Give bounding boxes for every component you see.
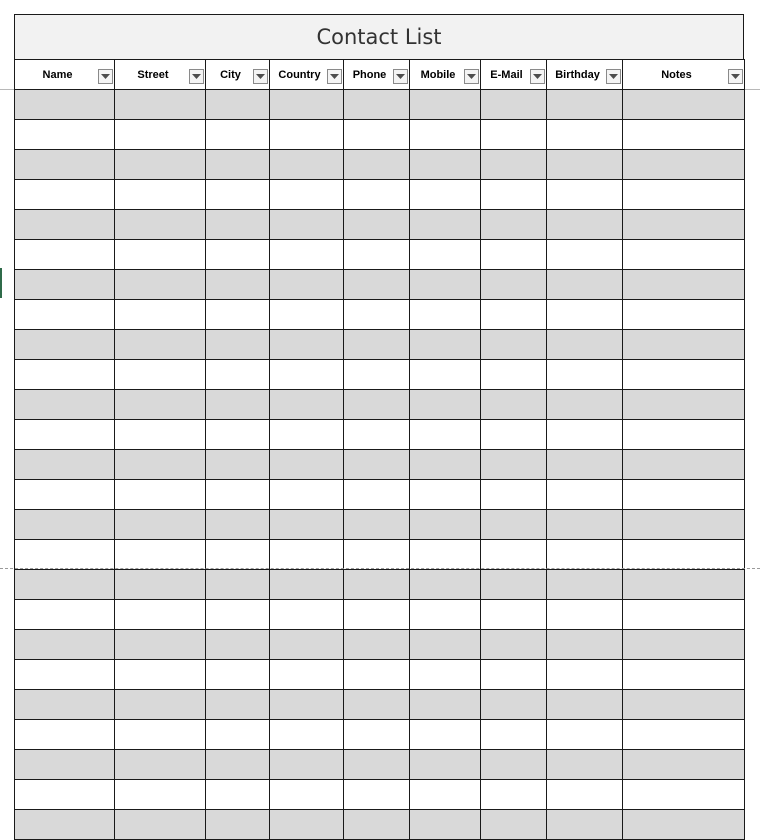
cell-phone[interactable] [344, 480, 410, 510]
cell-street[interactable] [115, 270, 206, 300]
cell-birthday[interactable] [547, 540, 623, 570]
cell-birthday[interactable] [547, 150, 623, 180]
cell-city[interactable] [206, 120, 270, 150]
cell-email[interactable] [481, 630, 547, 660]
table-row [15, 630, 745, 660]
filter-dropdown-button[interactable] [530, 69, 545, 84]
cell-country[interactable] [270, 630, 344, 660]
cell-name[interactable] [15, 690, 115, 720]
column-header-label: Notes [661, 68, 692, 81]
table-row [15, 180, 745, 210]
cell-notes[interactable] [623, 630, 745, 660]
cell-city[interactable] [206, 420, 270, 450]
column-header-label: Name [42, 68, 73, 81]
table-body [15, 90, 745, 840]
table-row [15, 240, 745, 270]
dropdown-arrow-icon [256, 74, 265, 80]
cell-name[interactable] [15, 420, 115, 450]
cell-phone[interactable] [344, 180, 410, 210]
table-row [15, 810, 745, 840]
cell-email[interactable] [481, 540, 547, 570]
cell-city[interactable] [206, 810, 270, 840]
table-row [15, 480, 745, 510]
cell-mobile[interactable] [410, 90, 481, 120]
cell-phone[interactable] [344, 540, 410, 570]
dropdown-arrow-icon [467, 74, 476, 80]
cell-city[interactable] [206, 90, 270, 120]
cell-mobile[interactable] [410, 180, 481, 210]
table-row [15, 150, 745, 180]
cell-phone[interactable] [344, 150, 410, 180]
cell-email[interactable] [481, 450, 547, 480]
cell-notes[interactable] [623, 240, 745, 270]
cell-email[interactable] [481, 300, 547, 330]
cell-birthday[interactable] [547, 450, 623, 480]
cell-street[interactable] [115, 690, 206, 720]
table-row [15, 210, 745, 240]
table-row [15, 600, 745, 630]
cell-birthday[interactable] [547, 570, 623, 600]
cell-street[interactable] [115, 630, 206, 660]
cell-email[interactable] [481, 210, 547, 240]
cell-street[interactable] [115, 300, 206, 330]
cell-street[interactable] [115, 780, 206, 810]
cell-mobile[interactable] [410, 540, 481, 570]
table-row [15, 270, 745, 300]
cell-phone[interactable] [344, 600, 410, 630]
cell-birthday[interactable] [547, 330, 623, 360]
cell-street[interactable] [115, 210, 206, 240]
cell-notes[interactable] [623, 180, 745, 210]
cell-notes[interactable] [623, 510, 745, 540]
cell-notes[interactable] [623, 750, 745, 780]
cell-birthday[interactable] [547, 630, 623, 660]
cell-phone[interactable] [344, 630, 410, 660]
dropdown-arrow-icon [330, 74, 339, 80]
table-row [15, 750, 745, 780]
cell-name[interactable] [15, 330, 115, 360]
cell-city[interactable] [206, 660, 270, 690]
cell-mobile[interactable] [410, 420, 481, 450]
column-header-label: Country [278, 68, 321, 81]
cell-country[interactable] [270, 810, 344, 840]
cell-country[interactable] [270, 330, 344, 360]
column-header-label: Birthday [555, 68, 600, 81]
cell-notes[interactable] [623, 120, 745, 150]
cell-mobile[interactable] [410, 480, 481, 510]
cell-email[interactable] [481, 780, 547, 810]
cell-birthday[interactable] [547, 720, 623, 750]
cell-email[interactable] [481, 90, 547, 120]
cell-country[interactable] [270, 450, 344, 480]
filter-dropdown-button[interactable] [728, 69, 743, 84]
cell-city[interactable] [206, 390, 270, 420]
page-break-line [0, 89, 14, 90]
cell-phone[interactable] [344, 210, 410, 240]
cell-country[interactable] [270, 240, 344, 270]
table-row [15, 570, 745, 600]
cell-country[interactable] [270, 570, 344, 600]
cell-birthday[interactable] [547, 360, 623, 390]
cell-notes[interactable] [623, 720, 745, 750]
cell-birthday[interactable] [547, 270, 623, 300]
dropdown-arrow-icon [609, 74, 618, 80]
cell-email[interactable] [481, 240, 547, 270]
cell-mobile[interactable] [410, 270, 481, 300]
table-row [15, 420, 745, 450]
worksheet-edge-marker [0, 268, 2, 298]
cell-birthday[interactable] [547, 660, 623, 690]
cell-mobile[interactable] [410, 450, 481, 480]
cell-city[interactable] [206, 510, 270, 540]
cell-city[interactable] [206, 270, 270, 300]
cell-country[interactable] [270, 660, 344, 690]
cell-name[interactable] [15, 120, 115, 150]
column-header-city [206, 60, 270, 90]
cell-mobile[interactable] [410, 510, 481, 540]
table-row [15, 300, 745, 330]
cell-country[interactable] [270, 750, 344, 780]
cell-street[interactable] [115, 540, 206, 570]
column-header-notes [623, 60, 745, 90]
cell-street[interactable] [115, 150, 206, 180]
cell-notes[interactable] [623, 270, 745, 300]
sheet-title: Contact List [14, 14, 744, 59]
cell-mobile[interactable] [410, 600, 481, 630]
cell-name[interactable] [15, 780, 115, 810]
cell-city[interactable] [206, 690, 270, 720]
cell-phone[interactable] [344, 450, 410, 480]
cell-city[interactable] [206, 630, 270, 660]
cell-name[interactable] [15, 510, 115, 540]
cell-email[interactable] [481, 660, 547, 690]
cell-birthday[interactable] [547, 480, 623, 510]
cell-name[interactable] [15, 720, 115, 750]
cell-notes[interactable] [623, 690, 745, 720]
cell-city[interactable] [206, 750, 270, 780]
cell-birthday[interactable] [547, 180, 623, 210]
header-row [15, 60, 745, 90]
cell-name[interactable] [15, 300, 115, 330]
cell-street[interactable] [115, 720, 206, 750]
cell-street[interactable] [115, 600, 206, 630]
table-row [15, 360, 745, 390]
cell-email[interactable] [481, 510, 547, 540]
cell-name[interactable] [15, 630, 115, 660]
cell-email[interactable] [481, 120, 547, 150]
cell-city[interactable] [206, 720, 270, 750]
filter-dropdown-button[interactable] [327, 69, 342, 84]
cell-notes[interactable] [623, 600, 745, 630]
cell-name[interactable] [15, 240, 115, 270]
column-header-label: Street [137, 68, 169, 81]
cell-email[interactable] [481, 180, 547, 210]
page-break-line [744, 89, 760, 90]
table-row [15, 330, 745, 360]
filter-dropdown-button[interactable] [464, 69, 479, 84]
cell-notes[interactable] [623, 570, 745, 600]
cell-city[interactable] [206, 210, 270, 240]
cell-city[interactable] [206, 480, 270, 510]
cell-phone[interactable] [344, 570, 410, 600]
cell-mobile[interactable] [410, 570, 481, 600]
cell-notes[interactable] [623, 780, 745, 810]
cell-phone[interactable] [344, 360, 410, 390]
table-row [15, 120, 745, 150]
cell-name[interactable] [15, 210, 115, 240]
cell-phone[interactable] [344, 750, 410, 780]
cell-city[interactable] [206, 360, 270, 390]
cell-mobile[interactable] [410, 360, 481, 390]
cell-name[interactable] [15, 750, 115, 780]
cell-notes[interactable] [623, 660, 745, 690]
cell-email[interactable] [481, 810, 547, 840]
cell-notes[interactable] [623, 480, 745, 510]
cell-country[interactable] [270, 120, 344, 150]
cell-phone[interactable] [344, 780, 410, 810]
cell-email[interactable] [481, 690, 547, 720]
cell-street[interactable] [115, 450, 206, 480]
cell-name[interactable] [15, 540, 115, 570]
cell-birthday[interactable] [547, 810, 623, 840]
cell-country[interactable] [270, 720, 344, 750]
cell-phone[interactable] [344, 120, 410, 150]
filter-dropdown-button[interactable] [253, 69, 268, 84]
column-header-label: City [220, 68, 241, 81]
cell-notes[interactable] [623, 810, 745, 840]
cell-email[interactable] [481, 390, 547, 420]
dropdown-arrow-icon [101, 74, 110, 80]
cell-birthday[interactable] [547, 690, 623, 720]
dropdown-arrow-icon [192, 74, 201, 80]
cell-phone[interactable] [344, 90, 410, 120]
cell-street[interactable] [115, 180, 206, 210]
cell-city[interactable] [206, 240, 270, 270]
column-header-phone [344, 60, 410, 90]
cell-city[interactable] [206, 540, 270, 570]
cell-notes[interactable] [623, 450, 745, 480]
cell-country[interactable] [270, 270, 344, 300]
cell-email[interactable] [481, 330, 547, 360]
cell-street[interactable] [115, 240, 206, 270]
cell-mobile[interactable] [410, 810, 481, 840]
cell-mobile[interactable] [410, 750, 481, 780]
cell-phone[interactable] [344, 240, 410, 270]
cell-name[interactable] [15, 360, 115, 390]
cell-mobile[interactable] [410, 720, 481, 750]
cell-birthday[interactable] [547, 780, 623, 810]
cell-birthday[interactable] [547, 120, 623, 150]
cell-city[interactable] [206, 570, 270, 600]
cell-email[interactable] [481, 570, 547, 600]
filter-dropdown-button[interactable] [393, 69, 408, 84]
cell-birthday[interactable] [547, 210, 623, 240]
table-row [15, 510, 745, 540]
cell-birthday[interactable] [547, 90, 623, 120]
table-row [15, 390, 745, 420]
table-row [15, 540, 745, 570]
column-header-email [481, 60, 547, 90]
column-header-label: Phone [352, 68, 387, 81]
cell-country[interactable] [270, 420, 344, 450]
cell-birthday[interactable] [547, 510, 623, 540]
cell-country[interactable] [270, 180, 344, 210]
cell-mobile[interactable] [410, 330, 481, 360]
cell-email[interactable] [481, 720, 547, 750]
filter-dropdown-button[interactable] [189, 69, 204, 84]
table-row [15, 450, 745, 480]
filter-dropdown-button[interactable] [606, 69, 621, 84]
cell-email[interactable] [481, 150, 547, 180]
cell-street[interactable] [115, 480, 206, 510]
cell-notes[interactable] [623, 90, 745, 120]
column-header-birthday [547, 60, 623, 90]
cell-birthday[interactable] [547, 420, 623, 450]
cell-street[interactable] [115, 330, 206, 360]
cell-notes[interactable] [623, 210, 745, 240]
cell-street[interactable] [115, 810, 206, 840]
column-header-country [270, 60, 344, 90]
cell-city[interactable] [206, 150, 270, 180]
cell-mobile[interactable] [410, 210, 481, 240]
cell-street[interactable] [115, 390, 206, 420]
cell-birthday[interactable] [547, 390, 623, 420]
cell-street[interactable] [115, 570, 206, 600]
cell-country[interactable] [270, 600, 344, 630]
cell-name[interactable] [15, 180, 115, 210]
cell-birthday[interactable] [547, 300, 623, 330]
cell-name[interactable] [15, 810, 115, 840]
cell-street[interactable] [115, 90, 206, 120]
cell-country[interactable] [270, 780, 344, 810]
cell-phone[interactable] [344, 510, 410, 540]
cell-email[interactable] [481, 600, 547, 630]
column-header-name [15, 60, 115, 90]
cell-birthday[interactable] [547, 240, 623, 270]
cell-mobile[interactable] [410, 300, 481, 330]
cell-city[interactable] [206, 600, 270, 630]
cell-name[interactable] [15, 390, 115, 420]
table-row [15, 660, 745, 690]
cell-mobile[interactable] [410, 390, 481, 420]
cell-country[interactable] [270, 300, 344, 330]
column-header-street [115, 60, 206, 90]
dropdown-arrow-icon [533, 74, 542, 80]
cell-country[interactable] [270, 510, 344, 540]
column-header-mobile [410, 60, 481, 90]
cell-phone[interactable] [344, 330, 410, 360]
cell-phone[interactable] [344, 420, 410, 450]
cell-email[interactable] [481, 750, 547, 780]
cell-name[interactable] [15, 600, 115, 630]
cell-name[interactable] [15, 450, 115, 480]
cell-name[interactable] [15, 90, 115, 120]
cell-street[interactable] [115, 660, 206, 690]
cell-phone[interactable] [344, 390, 410, 420]
cell-city[interactable] [206, 180, 270, 210]
cell-phone[interactable] [344, 270, 410, 300]
cell-notes[interactable] [623, 150, 745, 180]
table-row [15, 90, 745, 120]
cell-birthday[interactable] [547, 600, 623, 630]
cell-phone[interactable] [344, 720, 410, 750]
cell-mobile[interactable] [410, 780, 481, 810]
cell-country[interactable] [270, 690, 344, 720]
cell-notes[interactable] [623, 420, 745, 450]
cell-city[interactable] [206, 300, 270, 330]
cell-country[interactable] [270, 480, 344, 510]
cell-city[interactable] [206, 330, 270, 360]
dropdown-arrow-icon [731, 74, 740, 80]
dropdown-arrow-icon [396, 74, 405, 80]
cell-mobile[interactable] [410, 660, 481, 690]
table-row [15, 780, 745, 810]
contact-table [14, 59, 745, 840]
cell-name[interactable] [15, 660, 115, 690]
cell-email[interactable] [481, 420, 547, 450]
cell-name[interactable] [15, 570, 115, 600]
column-header-label: Mobile [420, 68, 456, 81]
cell-country[interactable] [270, 150, 344, 180]
cell-mobile[interactable] [410, 240, 481, 270]
cell-notes[interactable] [623, 330, 745, 360]
cell-name[interactable] [15, 270, 115, 300]
cell-street[interactable] [115, 750, 206, 780]
cell-mobile[interactable] [410, 150, 481, 180]
cell-street[interactable] [115, 510, 206, 540]
cell-country[interactable] [270, 540, 344, 570]
cell-country[interactable] [270, 360, 344, 390]
cell-notes[interactable] [623, 390, 745, 420]
cell-mobile[interactable] [410, 690, 481, 720]
cell-phone[interactable] [344, 660, 410, 690]
cell-phone[interactable] [344, 300, 410, 330]
cell-street[interactable] [115, 120, 206, 150]
cell-birthday[interactable] [547, 750, 623, 780]
column-header-label: E-Mail [490, 68, 523, 81]
cell-mobile[interactable] [410, 120, 481, 150]
cell-phone[interactable] [344, 810, 410, 840]
page-break-line [0, 568, 760, 569]
filter-dropdown-button[interactable] [98, 69, 113, 84]
cell-email[interactable] [481, 480, 547, 510]
cell-street[interactable] [115, 360, 206, 390]
cell-mobile[interactable] [410, 630, 481, 660]
cell-street[interactable] [115, 420, 206, 450]
cell-notes[interactable] [623, 540, 745, 570]
table-row [15, 720, 745, 750]
cell-name[interactable] [15, 480, 115, 510]
cell-country[interactable] [270, 210, 344, 240]
cell-city[interactable] [206, 780, 270, 810]
cell-name[interactable] [15, 150, 115, 180]
cell-email[interactable] [481, 360, 547, 390]
table-row [15, 690, 745, 720]
contact-list-sheet [14, 14, 744, 840]
cell-country[interactable] [270, 390, 344, 420]
cell-country[interactable] [270, 90, 344, 120]
cell-phone[interactable] [344, 690, 410, 720]
cell-notes[interactable] [623, 360, 745, 390]
cell-city[interactable] [206, 450, 270, 480]
cell-email[interactable] [481, 270, 547, 300]
cell-notes[interactable] [623, 300, 745, 330]
